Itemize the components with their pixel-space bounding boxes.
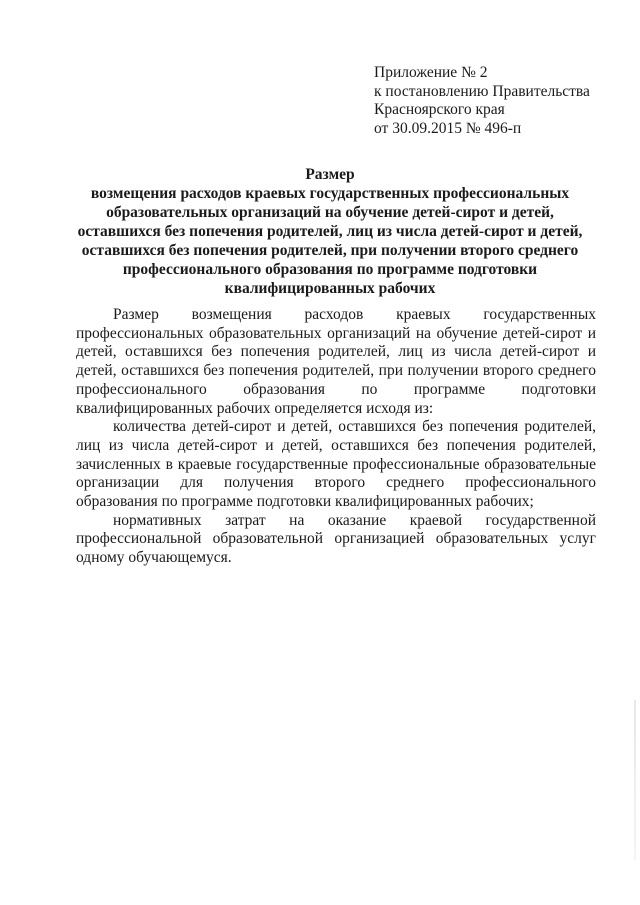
title-line: возмещения расходов краевых государственных профессиональных bbox=[90, 185, 570, 202]
title-line: оставшихся без попечения родителей, лиц из числа детей-сирот и детей, bbox=[77, 223, 583, 240]
body-paragraph: нормативных затрат на оказание краевой государственной профессиональной образовательной организацией образовательных услуг одному обучающемуся. bbox=[76, 511, 596, 567]
title-line: оставшихся без попечения родителей, при получении второго среднего bbox=[81, 242, 579, 259]
document-body bbox=[76, 306, 596, 568]
appendix-number: Приложение № 2 bbox=[374, 64, 488, 81]
title-line: квалифицированных рабочих bbox=[224, 280, 436, 297]
appendix-region: Красноярского края bbox=[374, 101, 505, 118]
scan-edge-mark bbox=[634, 700, 636, 860]
body-paragraph: количества детей-сирот и детей, оставшихся без попечения родителей, лиц из числа детей-сирот и детей, оставшихся без попечения родителей, зачисленных в краевые государственные профессиональные образовательные организации для получения второго среднего профессионального образования по программе подготовки квалифицированных рабочих; bbox=[76, 418, 596, 511]
document-title bbox=[70, 165, 590, 298]
title-line: профессионального образования по программе подготовки bbox=[122, 261, 538, 278]
appendix-reference: к постановлению Правительства bbox=[374, 82, 590, 100]
title-line: Размер bbox=[305, 166, 355, 183]
appendix-header bbox=[374, 64, 624, 138]
body-paragraph: Размер возмещения расходов краевых государственных профессиональных образовательных организаций на обучение детей-сирот и детей, оставшихся без попечения родителей, лиц из числа детей-сирот и детей, оставшихся без попечения родителей, при получении второго среднего профессионального образования по программе подготовки квалифицированных рабочих определяется исходя из: bbox=[76, 306, 596, 417]
appendix-date-number: от 30.09.2015 № 496-п bbox=[374, 119, 522, 137]
title-line: образовательных организаций на обучение детей-сирот и детей, bbox=[106, 204, 554, 221]
